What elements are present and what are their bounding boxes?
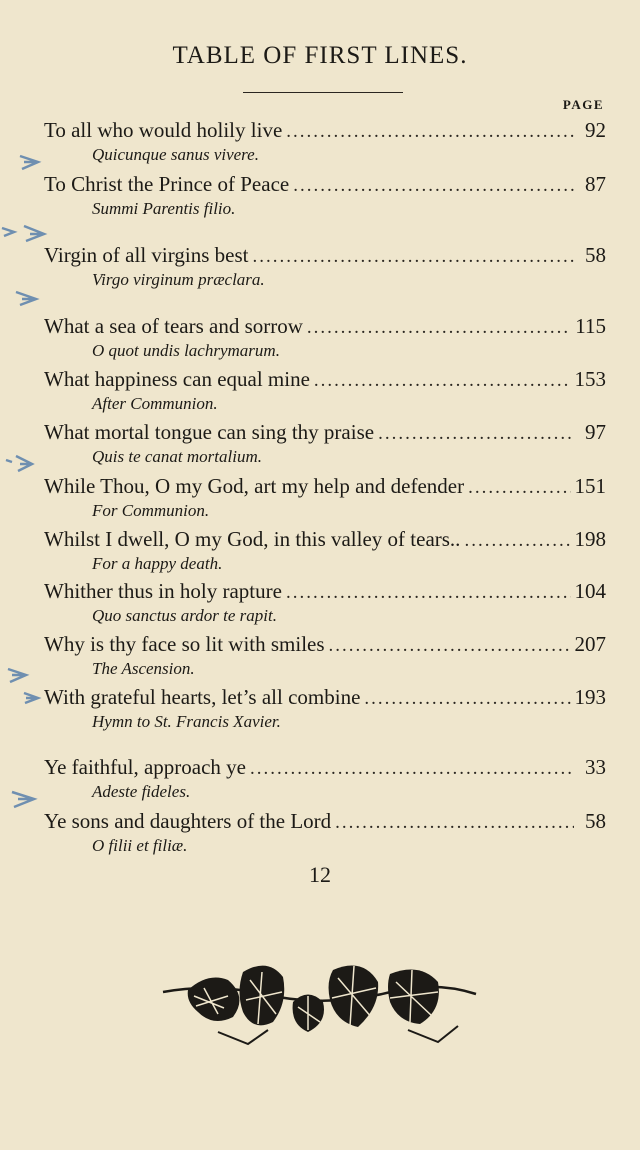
first-line: While Thou, O my God, art my help and defender bbox=[44, 474, 465, 498]
leader-dots bbox=[250, 758, 574, 780]
page-number: 33 bbox=[585, 755, 606, 779]
title-rule bbox=[243, 92, 403, 93]
page-number: 104 bbox=[574, 579, 606, 603]
page-number: 58 bbox=[585, 243, 606, 267]
leader-dots bbox=[468, 477, 570, 499]
toc-entry bbox=[44, 632, 606, 680]
first-line: What happiness can equal mine bbox=[44, 367, 310, 391]
margin-arrow-icon bbox=[6, 665, 32, 685]
first-line: Why is thy face so lit with smiles bbox=[44, 632, 325, 656]
margin-arrow-icon bbox=[10, 788, 40, 810]
first-line: To Christ the Prince of Peace bbox=[44, 172, 290, 196]
folio-page-number: 12 bbox=[309, 862, 331, 887]
page-number: 97 bbox=[585, 420, 606, 444]
margin-arrow-icon bbox=[14, 288, 42, 308]
first-line: To all who would holily live bbox=[44, 118, 283, 142]
leader-dots bbox=[293, 175, 574, 197]
first-line: Ye faithful, approach ye bbox=[44, 755, 246, 779]
toc-entry bbox=[44, 809, 606, 857]
latin-title: O quot undis lachrymarum. bbox=[92, 341, 280, 360]
page-number: 115 bbox=[575, 314, 606, 338]
first-line: Whither thus in holy rapture bbox=[44, 579, 282, 603]
leader-dots bbox=[314, 370, 571, 392]
margin-arrow-icon bbox=[22, 690, 42, 706]
toc-entry bbox=[44, 420, 606, 468]
toc-entry bbox=[44, 243, 606, 291]
margin-arrow-icon bbox=[18, 152, 44, 172]
first-line: Virgin of all virgins best bbox=[44, 243, 249, 267]
toc-entry bbox=[44, 314, 606, 362]
leader-dots bbox=[286, 121, 574, 143]
page-number: 153 bbox=[574, 367, 606, 391]
leader-dots bbox=[364, 688, 570, 710]
page-number: 207 bbox=[574, 632, 606, 656]
page-number: 193 bbox=[574, 685, 606, 709]
latin-title: For Communion. bbox=[92, 501, 210, 520]
first-line: What mortal tongue can sing thy praise bbox=[44, 420, 375, 444]
toc-entry bbox=[44, 755, 606, 803]
latin-title: Adeste fideles. bbox=[92, 782, 191, 801]
page-title: TABLE OF FIRST LINES. bbox=[172, 42, 468, 69]
latin-title: For a happy death. bbox=[92, 554, 223, 573]
leaf-ornament-icon bbox=[158, 952, 478, 1052]
page-number: 198 bbox=[574, 527, 606, 551]
toc-entry bbox=[44, 367, 606, 415]
latin-title: Quo sanctus ardor te rapit. bbox=[92, 606, 277, 625]
page-column-label: PAGE bbox=[562, 97, 604, 112]
first-line: With grateful hearts, let’s all combine bbox=[44, 685, 361, 709]
latin-title: Summi Parentis filio. bbox=[92, 199, 236, 218]
page-number: 92 bbox=[585, 118, 606, 142]
toc-entry bbox=[44, 579, 606, 627]
latin-title: After Communion. bbox=[92, 394, 218, 413]
first-line: Whilst I dwell, O my God, in this valley of tears.. bbox=[44, 527, 461, 551]
first-line: Ye sons and daughters of the Lord bbox=[44, 809, 332, 833]
toc-entry bbox=[44, 172, 606, 220]
toc-entry bbox=[44, 118, 606, 166]
leader-dots bbox=[286, 582, 571, 604]
leader-dots bbox=[464, 530, 570, 552]
latin-title: O filii et filiæ. bbox=[92, 836, 188, 855]
leader-dots bbox=[252, 246, 574, 268]
leader-dots bbox=[307, 317, 571, 339]
toc-entry bbox=[44, 527, 606, 575]
margin-arrow-icon bbox=[0, 222, 50, 244]
page-number: 58 bbox=[585, 809, 606, 833]
leader-dots bbox=[378, 423, 574, 445]
latin-title: Virgo virginum præclara. bbox=[92, 270, 265, 289]
leader-dots bbox=[335, 812, 574, 834]
page-number: 87 bbox=[585, 172, 606, 196]
toc-entry bbox=[44, 474, 606, 522]
latin-title: Quicunque sanus vivere. bbox=[92, 145, 259, 164]
toc-entry bbox=[44, 685, 606, 733]
first-line: What a sea of tears and sorrow bbox=[44, 314, 303, 338]
latin-title: Quis te canat mortalium. bbox=[92, 447, 262, 466]
margin-arrow-icon bbox=[4, 452, 36, 474]
latin-title: The Ascension. bbox=[92, 659, 195, 678]
latin-title: Hymn to St. Francis Xavier. bbox=[92, 712, 281, 731]
leader-dots bbox=[329, 635, 571, 657]
page-number: 151 bbox=[574, 474, 606, 498]
